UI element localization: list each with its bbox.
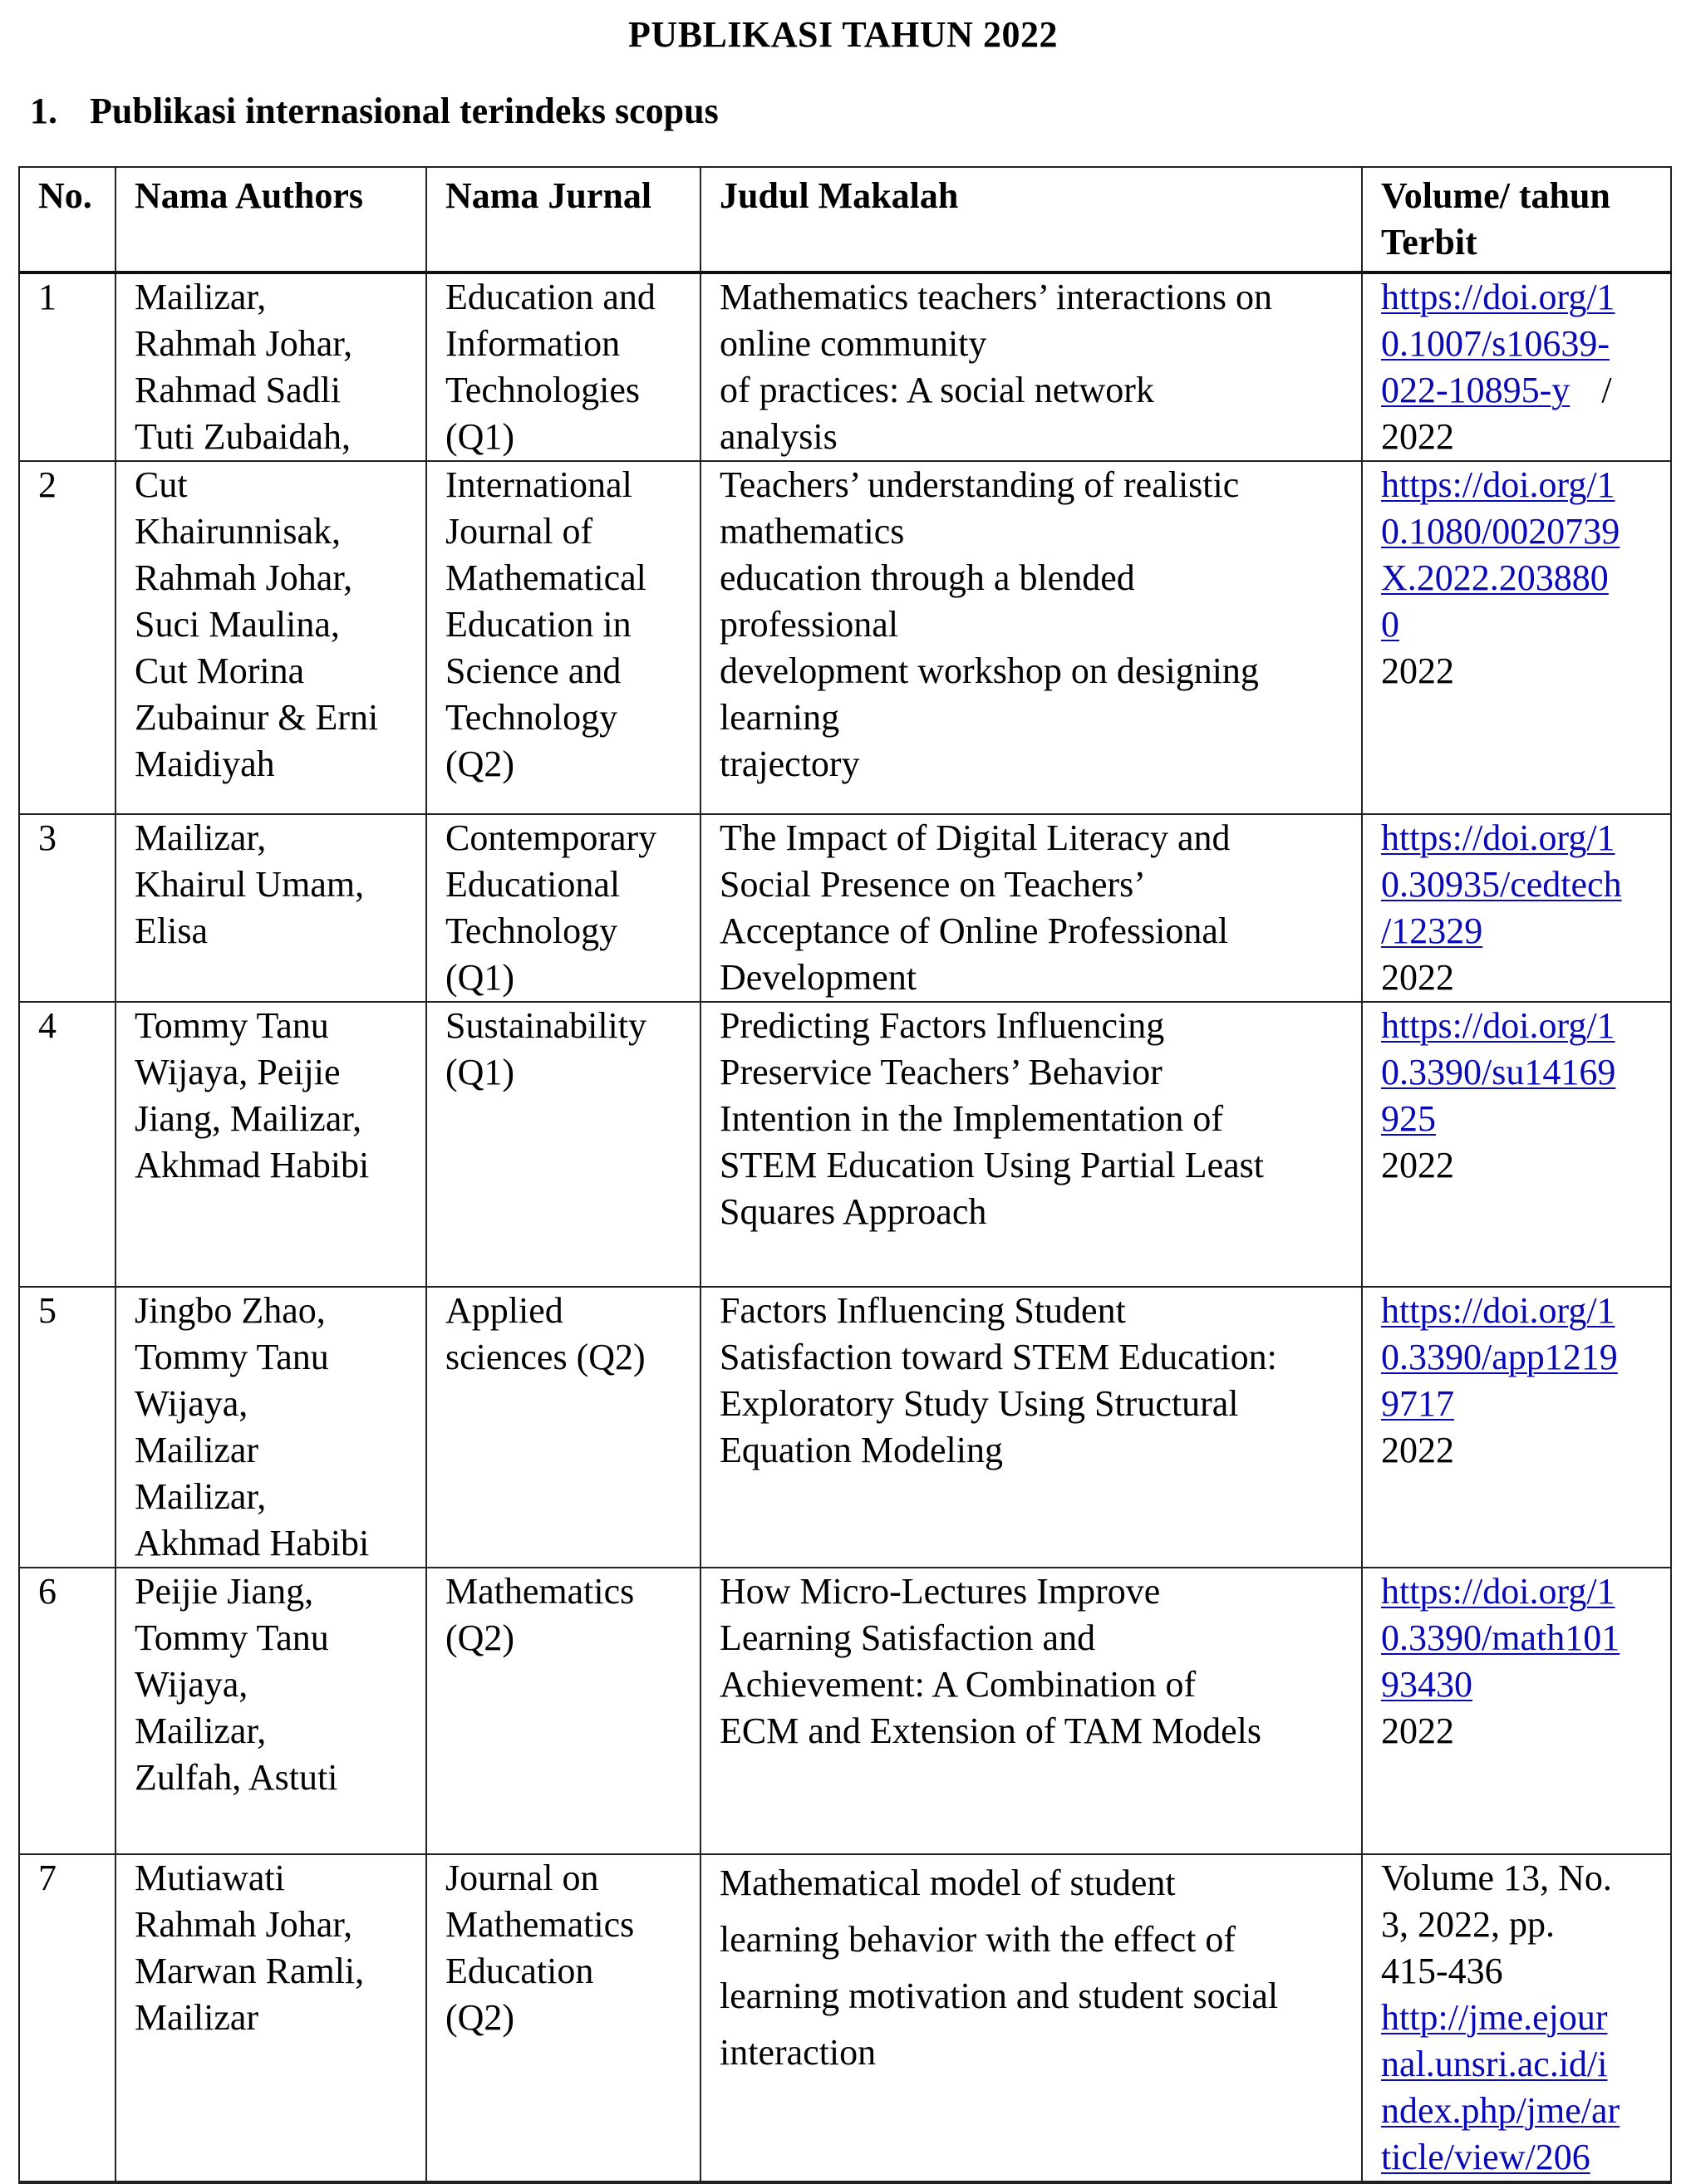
title-line: Learning Satisfaction and xyxy=(720,1617,1096,1658)
row-number-cell xyxy=(19,272,116,461)
row-number-cell xyxy=(19,1002,116,1287)
title-line: Social Presence on Teachers’ xyxy=(720,864,1146,905)
doi-link[interactable]: 93430 xyxy=(1381,1664,1472,1705)
doi-link[interactable]: ndex.php/jme/ar xyxy=(1381,2090,1620,2131)
title-cell xyxy=(700,272,1362,461)
author-line: Mutiawati xyxy=(135,1858,285,1898)
author-line: Rahmah Johar, xyxy=(135,1904,353,1945)
row-number: 3 xyxy=(38,817,57,858)
table-row xyxy=(19,1002,1671,1287)
doi-link[interactable]: 0.3390/su14169 xyxy=(1381,1052,1616,1092)
journal-cell xyxy=(426,1854,700,2182)
volume-cell xyxy=(1362,461,1671,814)
volume-cell xyxy=(1362,814,1671,1002)
journal-line: (Q2) xyxy=(445,1617,515,1658)
table-row xyxy=(19,1568,1671,1854)
table-body xyxy=(19,272,1671,2182)
title-line: The Impact of Digital Literacy and xyxy=(720,817,1231,858)
volume-text-line: 3, 2022, pp. xyxy=(1381,1904,1555,1945)
table-row xyxy=(19,1287,1671,1568)
volume-text-line: 415-436 xyxy=(1381,1951,1503,1991)
title-line: mathematics xyxy=(720,511,905,552)
title-line: Satisfaction toward STEM Education: xyxy=(720,1337,1277,1377)
doi-link-line-wrapper xyxy=(1381,367,1652,414)
row-number: 1 xyxy=(38,277,57,317)
section-heading-text: Publikasi internasional terindeks scopus xyxy=(90,91,719,131)
title-line: ECM and Extension of TAM Models xyxy=(720,1710,1261,1751)
title-cell xyxy=(700,461,1362,814)
author-line: Mailizar, xyxy=(135,817,267,858)
title-cell xyxy=(700,1287,1362,1568)
row-number: 5 xyxy=(38,1290,57,1331)
author-line: Maidiyah xyxy=(135,744,275,784)
authors-cell xyxy=(116,1854,426,2182)
author-line: Elisa xyxy=(135,910,208,951)
header-volume-line: Terbit xyxy=(1381,222,1477,263)
title-cell xyxy=(700,814,1362,1002)
doi-link[interactable]: 0.1007/s10639- xyxy=(1381,323,1610,364)
journal-line: Technology xyxy=(445,910,618,951)
journal-line: Mathematical xyxy=(445,557,646,598)
title-line: trajectory xyxy=(720,744,860,784)
authors-cell xyxy=(116,814,426,1002)
year-text: 2022 xyxy=(1381,1145,1454,1185)
volume-cell xyxy=(1362,1002,1671,1287)
doi-link[interactable]: https://doi.org/1 xyxy=(1381,817,1615,858)
journal-cell xyxy=(426,1568,700,1854)
publications-table xyxy=(18,166,1672,2184)
title-line: STEM Education Using Partial Least xyxy=(720,1145,1264,1185)
journal-line: Information xyxy=(445,323,621,364)
journal-line: Journal of xyxy=(445,511,593,552)
header-volume xyxy=(1362,167,1671,272)
authors-cell xyxy=(116,461,426,814)
title-cell xyxy=(700,1568,1362,1854)
author-line: Jiang, Mailizar, xyxy=(135,1098,362,1139)
journal-line: Education xyxy=(445,1951,594,1991)
title-line: analysis xyxy=(720,416,838,457)
title-line: online community xyxy=(720,323,987,364)
year-text: 2022 xyxy=(1381,416,1454,457)
author-line: Rahmah Johar, xyxy=(135,323,353,364)
row-number-cell xyxy=(19,1287,116,1568)
title-line: learning xyxy=(720,697,840,738)
link-suffix: / xyxy=(1601,370,1612,410)
author-line: Wijaya, xyxy=(135,1383,248,1424)
author-line: Marwan Ramli, xyxy=(135,1951,365,1991)
row-number-cell xyxy=(19,1854,116,2182)
author-line: Jingbo Zhao, xyxy=(135,1290,326,1331)
author-line: Tommy Tanu xyxy=(135,1005,329,1046)
title-line: Squares Approach xyxy=(720,1191,987,1232)
table-row xyxy=(19,814,1671,1002)
journal-line: Sustainability xyxy=(445,1005,646,1046)
author-line: Khairul Umam, xyxy=(135,864,365,905)
author-line: Mailizar, xyxy=(135,277,267,317)
title-line: Development xyxy=(720,957,917,998)
journal-cell xyxy=(426,814,700,1002)
author-line: Tommy Tanu xyxy=(135,1337,329,1377)
section-number: 1. xyxy=(30,91,57,131)
journal-cell xyxy=(426,1002,700,1287)
row-number: 4 xyxy=(38,1005,57,1046)
author-line: Akhmad Habibi xyxy=(135,1523,370,1563)
header-authors: Nama Authors xyxy=(116,167,426,272)
doi-link[interactable]: 0.3390/math101 xyxy=(1381,1617,1620,1658)
title-line: Mathematical model of student xyxy=(720,1863,1176,1903)
doi-link[interactable]: 0.3390/app1219 xyxy=(1381,1337,1618,1377)
title-line: learning motivation and student social xyxy=(720,1975,1279,2016)
journal-cell xyxy=(426,461,700,814)
year-text: 2022 xyxy=(1381,1430,1454,1470)
doi-link[interactable]: ticle/view/206 xyxy=(1381,2137,1590,2177)
journal-cell xyxy=(426,272,700,461)
table-row xyxy=(19,272,1671,461)
title-line: of practices: A social network xyxy=(720,370,1154,410)
doi-link[interactable]: 0 xyxy=(1381,604,1399,645)
table-row xyxy=(19,461,1671,814)
row-number-cell xyxy=(19,814,116,1002)
journal-line: Contemporary xyxy=(445,817,657,858)
header-journal: Nama Jurnal xyxy=(426,167,700,272)
title-line: Predicting Factors Influencing xyxy=(720,1005,1165,1046)
title-line: Factors Influencing Student xyxy=(720,1290,1126,1331)
row-number-cell xyxy=(19,461,116,814)
author-line: Khairunnisak, xyxy=(135,511,342,552)
author-line: Wijaya, Peijie xyxy=(135,1052,341,1092)
header-title: Judul Makalah xyxy=(700,167,1362,272)
doi-link[interactable]: /12329 xyxy=(1381,910,1483,951)
title-cell xyxy=(700,1002,1362,1287)
doi-link[interactable]: https://doi.org/1 xyxy=(1381,1005,1615,1046)
header-volume-line: Volume/ tahun xyxy=(1381,175,1610,216)
journal-line: Education and xyxy=(445,277,656,317)
title-line: interaction xyxy=(720,2032,877,2073)
journal-line: Journal on xyxy=(445,1858,599,1898)
author-line: Suci Maulina, xyxy=(135,604,340,645)
doi-link[interactable]: https://doi.org/1 xyxy=(1381,277,1615,317)
journal-line: Mathematics xyxy=(445,1571,635,1612)
title-line: Mathematics teachers’ interactions on xyxy=(720,277,1273,317)
table-row xyxy=(19,1854,1671,2182)
author-line: Rahmah Johar, xyxy=(135,557,353,598)
document-title: PUBLIKASI TAHUN 2022 xyxy=(628,14,1058,55)
doi-link[interactable]: 0.30935/cedtech xyxy=(1381,864,1622,905)
volume-cell xyxy=(1362,1568,1671,1854)
year-text: 2022 xyxy=(1381,1710,1454,1751)
doi-link[interactable]: http://jme.ejour xyxy=(1381,1997,1608,2038)
table-header-row xyxy=(19,167,1671,272)
year-text: 2022 xyxy=(1381,650,1454,691)
authors-cell xyxy=(116,1568,426,1854)
title-line: Preservice Teachers’ Behavior xyxy=(720,1052,1163,1092)
journal-line: (Q1) xyxy=(445,416,515,457)
volume-cell xyxy=(1362,1287,1671,1568)
doi-link[interactable]: https://doi.org/1 xyxy=(1381,1290,1615,1331)
author-line: Zulfah, Astuti xyxy=(135,1757,338,1798)
author-line: Tommy Tanu xyxy=(135,1617,329,1658)
doi-link[interactable]: 9717 xyxy=(1381,1383,1454,1424)
title-line: Achievement: A Combination of xyxy=(720,1664,1197,1705)
doi-link[interactable]: 022-10895-y xyxy=(1381,370,1570,410)
author-line: Cut xyxy=(135,464,188,505)
doi-link[interactable]: 0.1080/0020739 xyxy=(1381,511,1620,552)
author-line: Peijie Jiang, xyxy=(135,1571,314,1612)
journal-line: (Q2) xyxy=(445,1997,515,2038)
journal-line: Education in xyxy=(445,604,632,645)
volume-cell xyxy=(1362,272,1671,461)
title-line: Equation Modeling xyxy=(720,1430,1003,1470)
row-number: 7 xyxy=(38,1858,57,1898)
title-line: professional xyxy=(720,604,899,645)
journal-line: Mathematics xyxy=(445,1904,635,1945)
author-line: Zubainur & Erni xyxy=(135,697,379,738)
journal-line: Educational xyxy=(445,864,621,905)
row-number-cell xyxy=(19,1568,116,1854)
author-line: Cut Morina xyxy=(135,650,305,691)
journal-line: (Q2) xyxy=(445,744,515,784)
author-line: Tuti Zubaidah, xyxy=(135,416,351,457)
journal-line: (Q1) xyxy=(445,957,515,998)
title-line: Intention in the Implementation of xyxy=(720,1098,1224,1139)
journal-line: Technologies xyxy=(445,370,640,410)
doi-link[interactable]: 925 xyxy=(1381,1098,1436,1139)
journal-line: Applied xyxy=(445,1290,563,1331)
journal-line: International xyxy=(445,464,632,505)
doi-link[interactable]: nal.unsri.ac.id/i xyxy=(1381,2044,1608,2084)
author-line: Mailizar xyxy=(135,1430,259,1470)
row-number: 6 xyxy=(38,1571,57,1612)
journal-line: Technology xyxy=(445,697,618,738)
header-no: No. xyxy=(19,167,116,272)
title-line: development workshop on designing xyxy=(720,650,1259,691)
title-line: Exploratory Study Using Structural xyxy=(720,1383,1239,1424)
title-line: learning behavior with the effect of xyxy=(720,1919,1236,1960)
title-line: education through a blended xyxy=(720,557,1135,598)
doi-link[interactable]: https://doi.org/1 xyxy=(1381,1571,1615,1612)
author-line: Rahmad Sadli xyxy=(135,370,342,410)
title-line: Teachers’ understanding of realistic xyxy=(720,464,1240,505)
author-line: Mailizar, xyxy=(135,1476,267,1517)
title-line: Acceptance of Online Professional xyxy=(720,910,1229,951)
authors-cell xyxy=(116,1287,426,1568)
author-line: Wijaya, xyxy=(135,1664,248,1705)
author-line: Mailizar xyxy=(135,1997,259,2038)
journal-line: (Q1) xyxy=(445,1052,515,1092)
author-line: Mailizar, xyxy=(135,1710,267,1751)
title-line: How Micro-Lectures Improve xyxy=(720,1571,1161,1612)
authors-cell xyxy=(116,1002,426,1287)
author-line: Akhmad Habibi xyxy=(135,1145,370,1185)
volume-text-line: Volume 13, No. xyxy=(1381,1858,1612,1898)
section-heading xyxy=(30,90,719,132)
journal-line: sciences (Q2) xyxy=(445,1337,646,1377)
row-number: 2 xyxy=(38,464,57,505)
doi-link[interactable]: X.2022.203880 xyxy=(1381,557,1609,598)
volume-cell xyxy=(1362,1854,1671,2182)
title-cell xyxy=(700,1854,1362,2182)
journal-line: Science and xyxy=(445,650,622,691)
authors-cell xyxy=(116,272,426,461)
year-text: 2022 xyxy=(1381,957,1454,998)
doi-link[interactable]: https://doi.org/1 xyxy=(1381,464,1615,505)
journal-cell xyxy=(426,1287,700,1568)
